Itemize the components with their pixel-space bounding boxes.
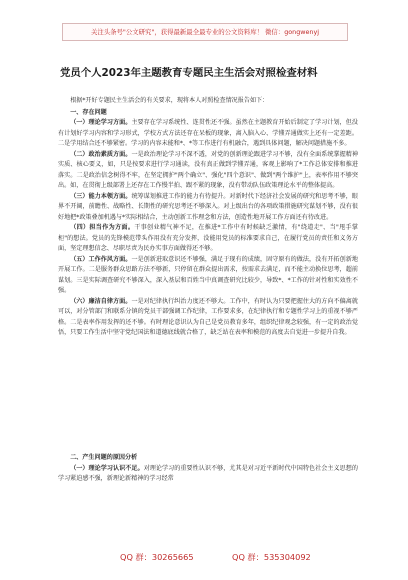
item-label: （一）理论学习方面。 — [70, 119, 132, 126]
item-text: 干事创业精气神不足，在推进*工作中有时候缺乏激情，有"绕道走"、当"甩手掌柜"的想法。党员的先锋模范带头作用没有充分发挥，没能用党员的标准要求自己，在履行党员的责任和义务方面，坚定理想信念、尽职尽责为民办实事方面做得还不够。 — [58, 224, 359, 252]
section-heading-problems: 一、存在问题 — [70, 108, 107, 116]
document-title: 党员个人2023年主题教育专题民主生活会对照检查材料 — [60, 67, 318, 79]
item-label: （二）政治素质方面。 — [70, 150, 132, 158]
item-paragraph-5 — [58, 255, 358, 297]
qq-group-1: QQ 群：30265665 — [120, 552, 194, 562]
cause-paragraph-1 — [58, 464, 358, 485]
intro-paragraph: 根据*开好专题民主生活会的有关要求，现将本人对照检查情况报告如下： — [70, 97, 269, 104]
cause-label: （一）理论学习认识不足。 — [70, 464, 144, 472]
item-paragraph-6 — [58, 297, 358, 339]
item-text: 一是创新进取意识还不够强，满足于现有的成绩，固守原有的做法，没有开拓创新地开展工作。二是服务群众思路方法不够新，只停留在群众提出需求，按需求去满足，而不能主动换位思考，超前谋划。三是实际调查研究不够深入，深入基层和百姓当中真调查研究比较少，导致*、*工作的针对性和实效性不强。 — [58, 255, 359, 294]
section-problems — [58, 96, 358, 339]
item-text: 一是对纪律执行纠治力度还不够大。工作中，有时认为只要把握住大的方向不偏离就可以，对分管部门和联系分镇的党员干部强调工作纪律，工作要求多，在纪律执行和专题性学习上的重视不够严格。二是表率作用发挥的还不够。有时理论意识认为自己是党员教育多年，组织纪律观念较强，有一定的政治觉悟，只要工作生活中坚守党纪国法和道德底线就合格了，缺乏站在表率和模范的高度去自觉进一步提升自我。 — [58, 297, 359, 336]
item-label: （五）工作作风方面。 — [70, 255, 132, 263]
section-heading-causes: 二、产生问题的原因分析 — [70, 454, 138, 461]
item-paragraph-2 — [58, 150, 358, 192]
item-paragraph-4 — [58, 223, 358, 255]
item-label: （三）能力本领方面。 — [70, 192, 132, 200]
item-paragraph-1 — [58, 118, 358, 150]
item-paragraph-3 — [58, 192, 358, 224]
item-label: （六）廉洁自律方面。 — [70, 297, 132, 305]
qq-group-2: QQ 群：535304092 — [232, 552, 311, 562]
item-text: 一是政治理论学习不深不透，对党的创新理论跟进学习不够，没有全面系统掌握精神实质、核心要义，如，只是按要求进行学习通读，没有真正做到学懂弄通，客观上影响了*工作总体安排和推进落实。二是政治信念树得不牢，在坚定拥护"两个确立"、强化"四个意识"、做到"两个维护"上，表率作用不够突出。如，在贯彻上级部署上还存在工作慢半拍、跟不紧的现象，没有带动队伍政策理论水平的整体提高。 — [58, 150, 359, 189]
item-label: （四）担当作为方面。 — [70, 224, 135, 231]
footer-contacts — [0, 548, 408, 566]
item-text: 主要存在学习系统性、连贯性还不强。虽然在主题教育开始后制定了学习计划，但没有计划好学习内容和学习形式，学校方式方法还存在呆板的现象，离入脑入心、学懂弄通做实上还有一定差距。二是学用结合还不够紧密。学习的内容未能和*、*等工作进行有机融合，遇到具体问题，解决问题措施不多。 — [58, 119, 359, 147]
section-causes — [58, 452, 358, 485]
item-text: 统筹谋划推进工作的能力有待提升。对新时代下经济社会发展的研究和思考不够，眼界不开阔，前瞻性、战略性、长期性的研究思考还不够深入。对上级出台的各项政策措施研究谋划不够，没有很好地把*政策叠加机遇与*实际相结合，主动创新工作理念和方法，创造性地开展工作方面还有待改进。 — [58, 192, 359, 221]
promo-banner: 关注头条号"公文研究"，获得最新最全最专业的公文资料库！ 微信：gongwenyj — [62, 23, 348, 41]
cause-text: 对理论学习的重要性认识不够，尤其是对习近平新时代中国特色社会主义思想的学习紧迫感不强，新理论新精神的学习经常 — [58, 464, 359, 482]
